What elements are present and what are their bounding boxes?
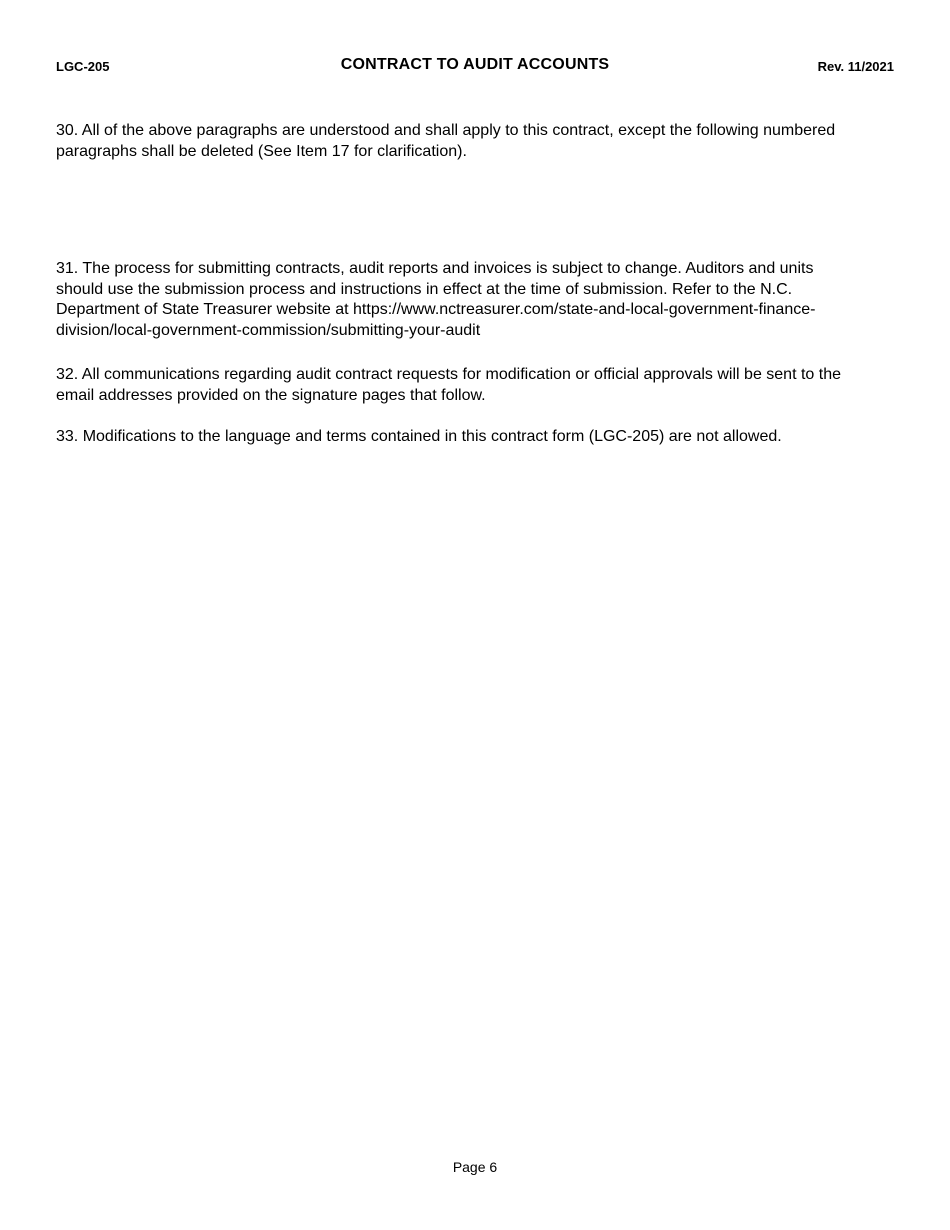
paragraph-33: 33. Modifications to the language and terms contained in this contract form (LGC-205) are not allowed. <box>56 428 782 445</box>
page-number: Page 6 <box>452 1159 498 1175</box>
paragraph-32: 32. All communications regarding audit contract requests for modification or official approvals will be sent to the email addresses provided on the signature pages that follow. <box>56 366 841 404</box>
form-code: LGC-205 <box>56 59 110 74</box>
revision-date: Rev. 11/2021 <box>817 59 894 74</box>
page-header <box>56 56 894 78</box>
paragraph-31: 31. The process for submitting contracts, audit reports and invoices is subject to change. Auditors and units should use the submission process and instructions in effect at the time of submission. Refer to the N.C. Department of State Treasurer website at https://www.nctreasurer.com/state-and-local-government-finance-division/local-government-commission/submitting-your-audit <box>56 260 816 340</box>
paragraph-30: 30. All of the above paragraphs are understood and shall apply to this contract, except the following numbered paragraphs shall be deleted (See Item 17 for clarification). <box>56 122 836 160</box>
document-title: CONTRACT TO AUDIT ACCOUNTS <box>340 56 610 73</box>
